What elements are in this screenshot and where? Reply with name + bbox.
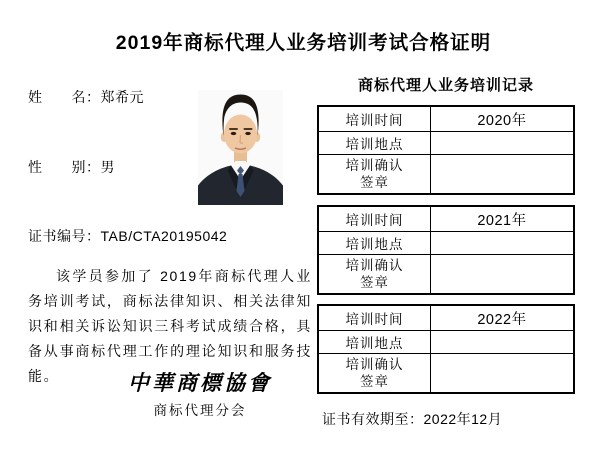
page-title: 2019年商标代理人业务培训考试合格证明 [115, 32, 492, 54]
row-label-confirm-line2: 签章 [360, 374, 389, 389]
row-label-confirm [319, 354, 431, 392]
issuer-seal-script: 中華商標協會 [128, 370, 272, 395]
training-table-2021 [317, 205, 575, 295]
gender-row [28, 157, 115, 177]
cert-no-row [28, 226, 227, 246]
cert-no-value: TAB/CTA20195042 [100, 228, 228, 244]
training-table-2022 [317, 304, 575, 394]
row-label-confirm-line1: 培训确认 [345, 158, 404, 173]
row-label-time: 培训时间 [319, 107, 431, 132]
training-location-value [431, 132, 573, 155]
validity-value: 2022年12月 [423, 411, 503, 427]
row-label-confirm-line1: 培训确认 [345, 258, 404, 273]
gender-value: 男 [100, 159, 115, 175]
training-location-value [431, 331, 573, 354]
gender-label: 性 别： [28, 159, 101, 175]
issuer-branch-name: 商标代理分会 [153, 403, 247, 418]
row-label-confirm [319, 255, 431, 293]
training-year-value: 2020年 [431, 107, 573, 132]
statement-paragraph: 该学员参加了 2019年商标代理人业务培训考试，商标法律知识、相关法律知识和相关诉讼知识三科考试成绩合格，具备从事商标代理工作的理论知识和服务技能。 [28, 268, 312, 384]
row-label-location: 培训地点 [319, 132, 431, 155]
row-label-time: 培训时间 [319, 207, 431, 232]
name-row [28, 87, 144, 107]
training-confirm-value [431, 255, 573, 293]
training-confirm-value [431, 354, 573, 392]
training-year-value: 2021年 [431, 207, 573, 232]
cert-no-label: 证书编号： [28, 228, 101, 244]
row-label-confirm-line1: 培训确认 [345, 357, 404, 372]
training-confirm-value [431, 155, 573, 193]
row-label-confirm [319, 155, 431, 193]
name-label: 姓 名： [28, 89, 101, 105]
training-record-heading: 商标代理人业务培训记录 [357, 77, 534, 94]
row-label-time: 培训时间 [319, 306, 431, 331]
training-location-value [431, 232, 573, 255]
row-label-location: 培训地点 [319, 331, 431, 354]
row-label-confirm-line2: 签章 [360, 175, 389, 190]
id-photo-image [198, 90, 283, 205]
training-table-2020 [317, 105, 575, 195]
row-label-confirm-line2: 签章 [360, 275, 389, 290]
issuer-seal-block [90, 370, 310, 419]
training-year-value: 2022年 [431, 306, 573, 331]
validity-row [322, 409, 502, 429]
validity-label: 证书有效期至： [322, 411, 424, 427]
row-label-location: 培训地点 [319, 232, 431, 255]
name-value: 郑希元 [100, 89, 144, 105]
id-photo [198, 90, 283, 205]
